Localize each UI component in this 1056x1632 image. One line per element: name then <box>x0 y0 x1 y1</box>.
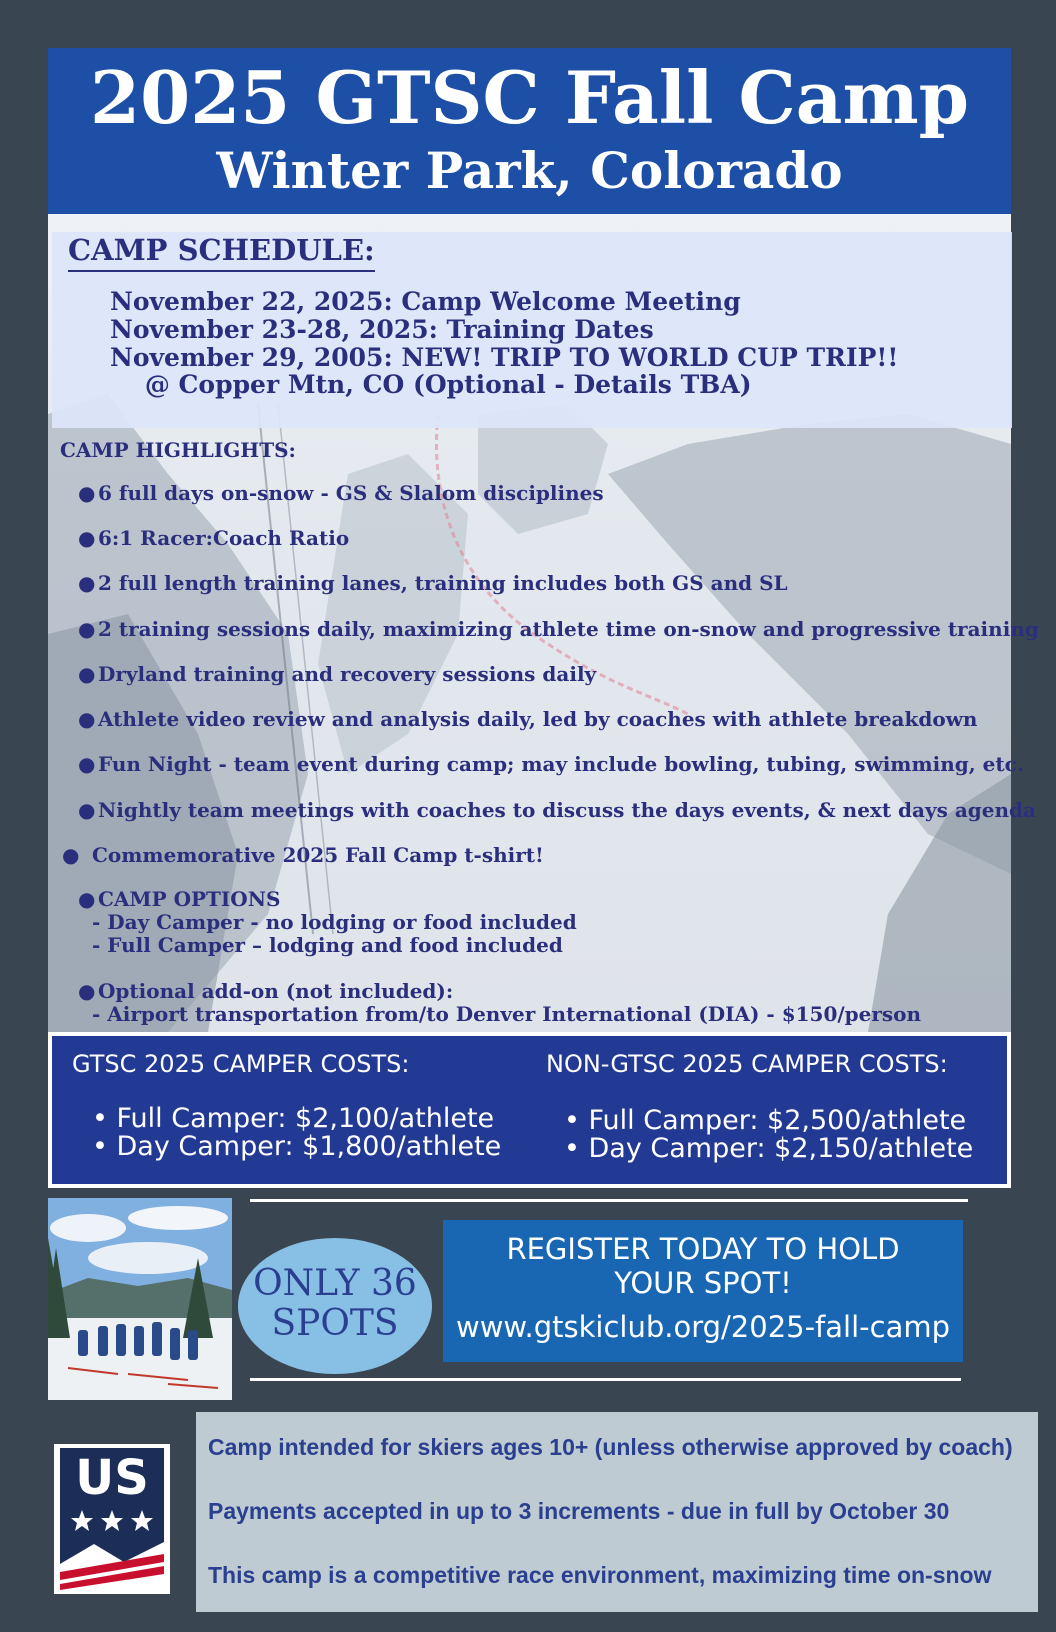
highlight-item: ● 2 full length training lanes, training includes both GS and SL <box>78 571 788 595</box>
highlight-item: ● Nightly team meetings with coaches to discuss the days events, & next days agenda <box>78 798 1036 822</box>
non-gtsc-day-camper-cost: • Day Camper: $2,150/athlete <box>564 1133 974 1164</box>
highlight-item: ● Athlete video review and analysis daily, led by coaches with athlete breakdown <box>78 707 978 731</box>
highlight-item: ● 6:1 Racer:Coach Ratio <box>78 526 350 550</box>
gtsc-day-camper-cost: • Day Camper: $1,800/athlete <box>92 1131 502 1162</box>
register-box[interactable] <box>443 1220 963 1362</box>
bullet-icon: ● <box>78 662 96 686</box>
costs-panel <box>48 1032 1011 1188</box>
bullet-icon: ● <box>62 843 80 867</box>
spots-line1: ONLY 36 <box>253 1263 417 1304</box>
divider-top <box>250 1199 968 1202</box>
schedule-title: CAMP SCHEDULE: <box>68 232 375 272</box>
camp-options: ● CAMP OPTIONS - Day Camper - no lodging or food included - Full Camper – lodging and food included <box>78 887 577 957</box>
optional-addon: ● Optional add-on (not included): - Airport transportation from/to Denver International (DIA) - $150/person <box>78 979 922 1026</box>
page-title: 2025 GTSC Fall Camp <box>90 55 969 140</box>
us-ski-logo <box>54 1444 170 1594</box>
logo-text: US <box>75 1450 149 1506</box>
non-gtsc-costs-title: NON-GTSC 2025 CAMPER COSTS: <box>546 1050 948 1078</box>
bullet-icon: ● <box>78 707 96 731</box>
register-link[interactable]: www.gtskiclub.org/2025-fall-camp <box>456 1310 950 1344</box>
page-subtitle: Winter Park, Colorado <box>216 141 843 200</box>
spots-line2: SPOTS <box>271 1303 399 1344</box>
info-panel <box>196 1412 1038 1612</box>
bullet-icon: ● <box>78 481 96 505</box>
info-line: Payments accepted in up to 3 increments - due in full by October 30 <box>208 1498 950 1524</box>
gtsc-costs-title: GTSC 2025 CAMPER COSTS: <box>72 1050 410 1078</box>
bullet-icon: ● <box>78 979 96 1003</box>
divider-bottom <box>250 1378 961 1381</box>
info-line: This camp is a competitive race environment, maximizing time on-snow <box>208 1562 992 1588</box>
bullet-icon: ● <box>78 571 96 595</box>
non-gtsc-full-camper-cost: • Full Camper: $2,500/athlete <box>564 1105 967 1136</box>
header-banner <box>48 48 1011 214</box>
highlight-item: ● Fun Night - team event during camp; may include bowling, tubing, swimming, etc. <box>78 752 1024 776</box>
highlight-item: ● 6 full days on-snow - GS & Slalom disciplines <box>78 481 604 505</box>
bullet-icon: ● <box>78 752 96 776</box>
bullet-icon: ● <box>78 526 96 550</box>
highlights-title: CAMP HIGHLIGHTS: <box>60 438 296 462</box>
bullet-icon: ● <box>78 617 96 641</box>
bullet-icon: ● <box>78 798 96 822</box>
schedule-line: November 22, 2025: Camp Welcome Meeting <box>110 287 741 316</box>
spots-badge <box>238 1238 432 1374</box>
register-heading: REGISTER TODAY TO HOLD YOUR SPOT! <box>506 1232 900 1300</box>
schedule-line: November 23-28, 2025: Training Dates <box>110 315 654 344</box>
highlight-item: ● Commemorative 2025 Fall Camp t-shirt! <box>62 843 544 867</box>
gtsc-full-camper-cost: • Full Camper: $2,100/athlete <box>92 1103 495 1134</box>
highlight-item: ● Dryland training and recovery sessions daily <box>78 662 597 686</box>
schedule-line: November 29, 2005: NEW! TRIP TO WORLD CUP TRIP!! <box>110 343 899 372</box>
info-line: Camp intended for skiers ages 10+ (unless otherwise approved by coach) <box>208 1434 1013 1460</box>
highlight-item: ● 2 training sessions daily, maximizing athlete time on-snow and progressive training <box>78 617 1039 641</box>
schedule-line: @ Copper Mtn, CO (Optional - Details TBA) <box>110 370 752 399</box>
bullet-icon: ● <box>78 887 96 911</box>
team-photo <box>48 1198 232 1400</box>
